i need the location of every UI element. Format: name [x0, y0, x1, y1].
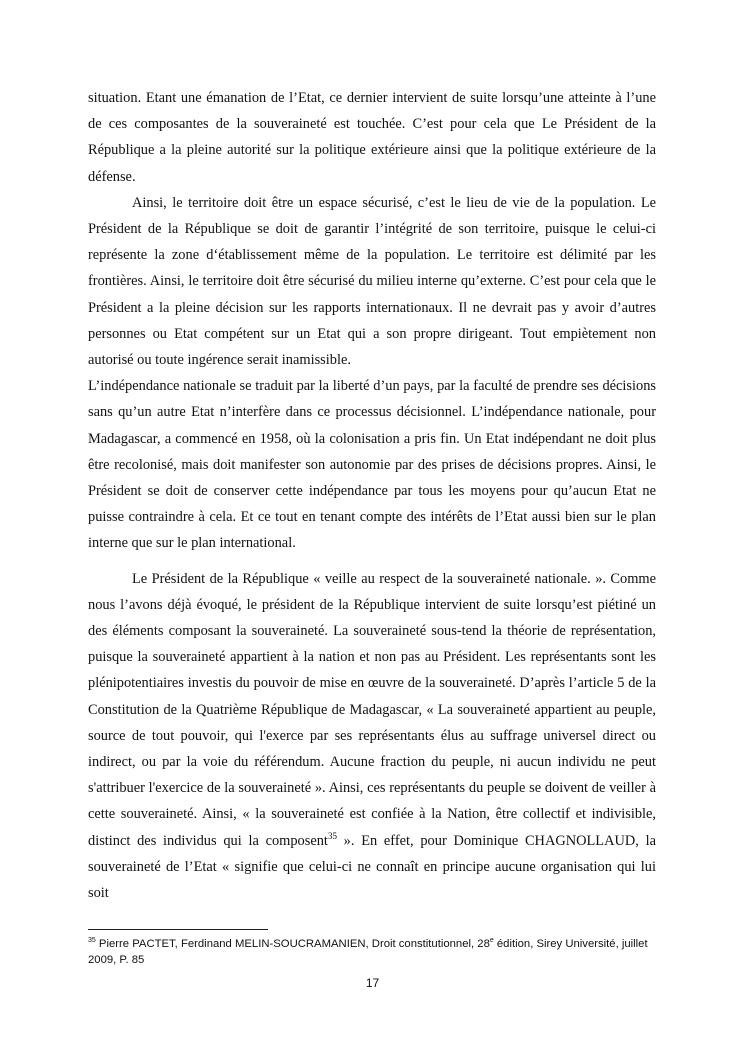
edition-superscript: e: [489, 937, 494, 945]
footnote-separator: [88, 929, 268, 930]
paragraph-continuation: situation. Etant une émanation de l’Etat, ce dernier intervient de suite lorsqu’une atteinte à l’une de ces composantes de la souveraineté est touchée. C’est pour cela que Le Président de la République a la pleine autorité sur la politique extérieure ainsi que la politique extérieure de la défense.: [88, 90, 656, 185]
paragraph-sovereignty: [88, 566, 656, 907]
footnote-text: Pierre PACTET, Ferdinand MELIN-SOUCRAMANIEN, Droit constitutionnel, 28: [95, 938, 490, 950]
paragraph-sovereignty-text: Le Président de la République « veille au respect de la souveraineté nationale. ». Comme nous l’avons déjà évoqué, le président de la République intervient de suite lorsqu’est piétiné un des éléments composant la souveraineté. La souveraineté sous-tend la théorie de représentation, puisque la souveraineté appartient à la nation et non pas au Président. Les représentants sont les plénipotentiaires investis du pouvoir de mise en œuvre de la souveraineté. D’après l’article 5 de la Constitution de la Quatrième République de Madagascar, « La souveraineté appartient au peuple, source de tout pouvoir, qui l'exerce par ses représentants élus au suffrage universel direct ou indirect, ou par la voie du référendum. Aucune fraction du peuple, ni aucun individu ne peut s'attribuer l'exercice de la souveraineté ». Ainsi, ces représentants du peuple se doivent de veiller à cette souveraineté. Ainsi, « la souveraineté est confiée à la Nation, être collectif et indivisible, distinct des individus qui la composent: [88, 570, 656, 849]
footnote-number: 35: [88, 937, 96, 945]
paragraph-territory: Ainsi, le territoire doit être un espace sécurisé, c’est le lieu de vie de la population. Le Président de la République se doit de garantir l’intégrité de son territoire, puisque le celui-ci représente la zone d‘établissement même de la population. Le territoire est délimité par les frontières. Ainsi, le territoire doit être sécurisé du milieu interne qu’externe. C’est pour cela que le Président a la pleine décision sur les rapports internationaux. Il ne devrait pas y avoir d’autres personnes ou Etat compétent sur un Etat qui a son propre dirigeant. Tout empiètement non autorisé ou toute ingérence serait inamissible.: [88, 194, 656, 369]
paragraph-sovereignty-tail: ». En effet, pour Dominique CHAGNOLLAUD, la souveraineté de l’Etat « signifie que celui-ci ne connaît en principe aucune organisation qui lui soit: [88, 832, 656, 902]
page-number: 17: [365, 976, 380, 990]
paragraph-independence: L’indépendance nationale se traduit par la liberté d’un pays, par la faculté de prendre ses décisions sans qu’un autre Etat n’interfère dans ce processus décisionnel. L’indépendance nationale, pour Madagascar, a commencé en 1958, où la colonisation a pris fin. Un Etat indépendant ne doit plus être recolonisé, mais doit manifester son autonomie par des prises de décisions propres. Ainsi, le Président se doit de conserver cette indépendance par tous les moyens pour qu’aucun Etat ne puisse contraindre à cela. Et ce tout en tenant compte des intérêts de l’Etat aussi bien sur le plan interne que sur le plan international.: [88, 378, 656, 552]
footnote-reference[interactable]: 35: [327, 830, 337, 841]
body-text: [88, 85, 656, 906]
footnote: [88, 936, 656, 968]
footnote-text-tail: édition, Sirey Université, juillet 2009, P. 85: [88, 938, 648, 966]
